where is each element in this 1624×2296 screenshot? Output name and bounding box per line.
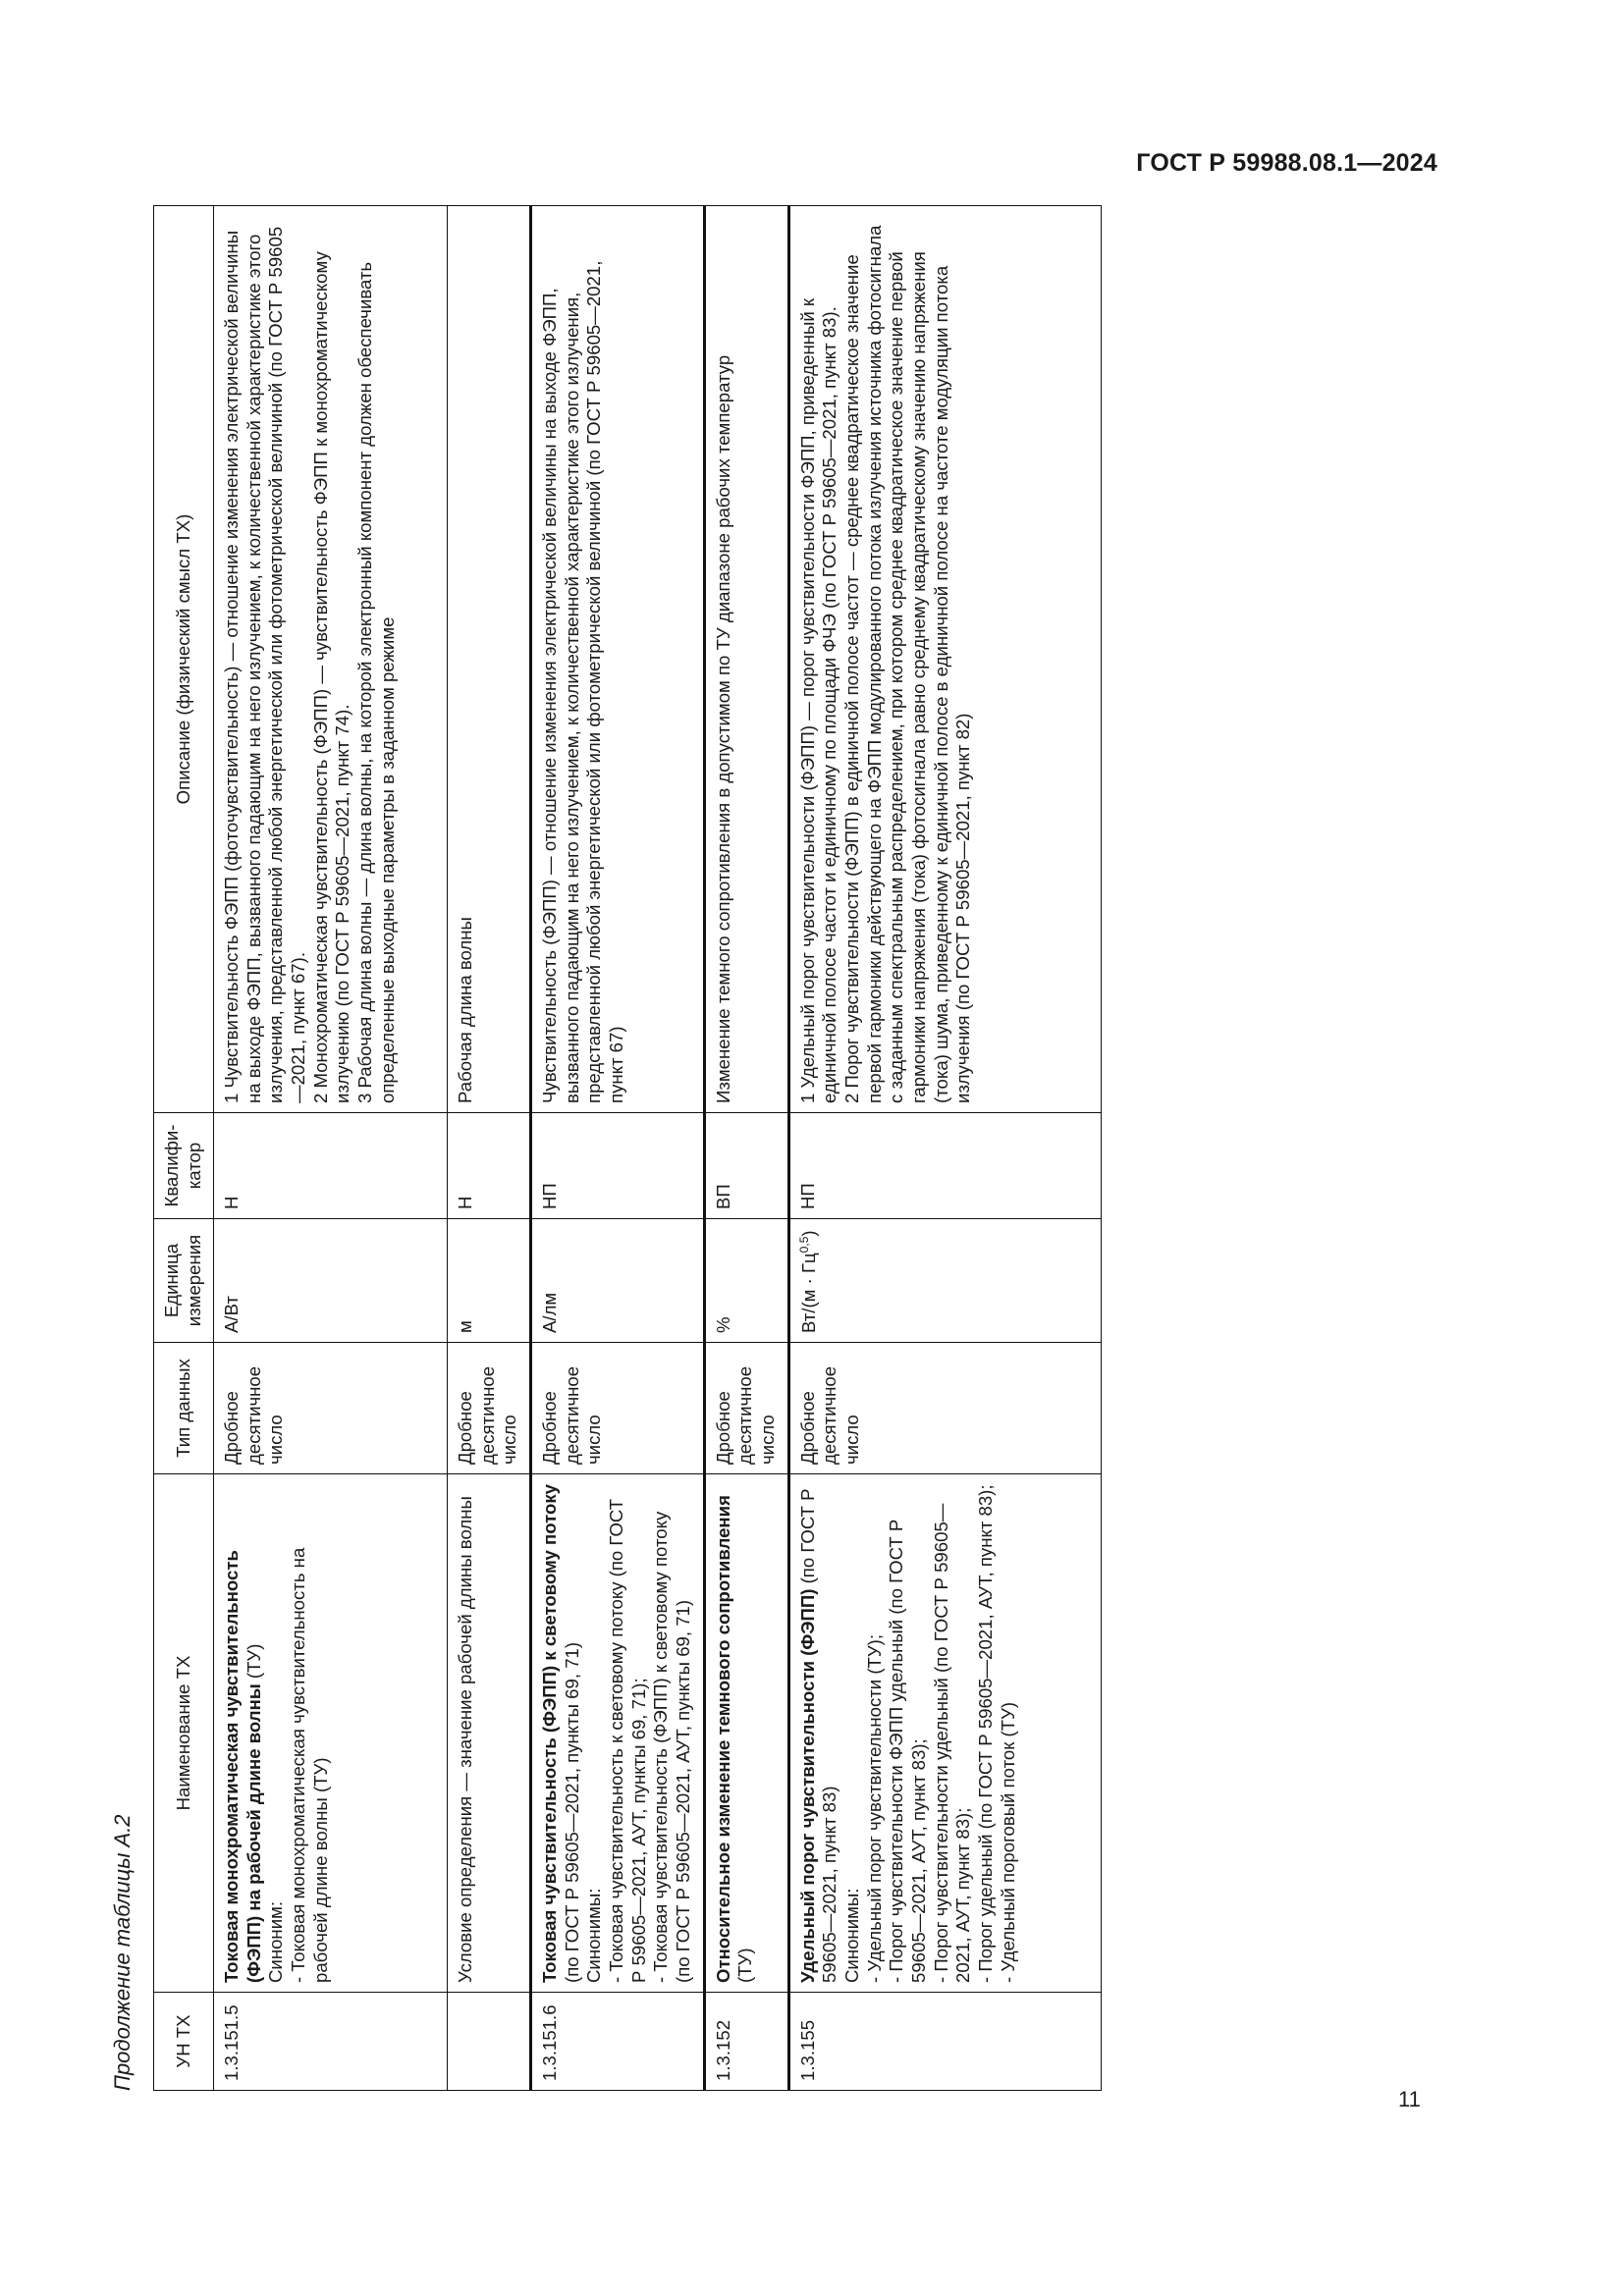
table-row <box>788 206 1101 2091</box>
name-line: Синоним: <box>265 1900 287 1983</box>
page-number: 11 <box>1398 2087 1421 2111</box>
name-line: - Порог чувствительности удельный (по ГОСТ Р 59605—2021, АУТ, пункт 83); <box>930 1503 974 1983</box>
name-line: - Удельный пороговый поток (ТУ) <box>997 1701 1018 1983</box>
rotated-table-block <box>108 206 1463 2091</box>
name-line: - Токовая чувствительность (ФЭПП) к световому потоку (по ГОСТ Р 59605—2021, АУТ, пункты 69, 71) <box>650 1511 694 1983</box>
cell-data-type: Дробное десятичное число <box>788 1343 1101 1474</box>
cell-qualifier: НП <box>531 1113 705 1219</box>
cell-qualifier: НП <box>788 1113 1101 1219</box>
name-line: Синонимы: <box>841 1888 863 1983</box>
cell-unit: м <box>448 1219 531 1343</box>
cell-id <box>448 1993 531 2091</box>
cell-id: 1.3.151.6 <box>531 1993 705 2091</box>
cell-unit: А/Вт <box>214 1219 448 1343</box>
cell-unit: А/лм <box>531 1219 705 1343</box>
name-bold: Токовая чувствительность (ФЭПП) к световому потоку <box>539 1484 561 1983</box>
name-rest: (по ГОСТ Р 59605—2021, пункт 83) <box>796 1488 840 1983</box>
cell-description <box>448 206 531 1113</box>
desc-line: 2 Монохроматическая чувствительность (ФЭПП) — чувствительность ФЭПП к монохроматическому излучению (по ГОСТ Р 59605—2021, пункт 74). <box>309 251 353 1103</box>
cell-id: 1.3.152 <box>704 1993 788 2091</box>
name-line: - Порог удельный (по ГОСТ Р 59605—2021, АУТ, пункт 83); <box>975 1484 997 1983</box>
cell-data-type: Дробное десятичное число <box>704 1343 788 1474</box>
name-rest: (ТУ) <box>734 1948 756 1983</box>
table-row <box>704 206 788 2091</box>
cell-description <box>704 206 788 1113</box>
spec-table <box>153 205 1102 2091</box>
cell-unit <box>788 1219 1101 1343</box>
unit-base: Вт/(м · Гц <box>797 1253 819 1333</box>
unit-tail: ) <box>797 1230 819 1237</box>
desc-line: Изменение темного сопротивления в допустимом по ТУ диапазоне рабочих температур <box>712 354 733 1103</box>
table-row <box>214 206 448 2091</box>
name-bold: Удельный порог чувствительности (ФЭПП) <box>796 1588 818 1983</box>
cell-id: 1.3.155 <box>788 1993 1101 2091</box>
page-header: ГОСТ Р 59988.08.1—2024 <box>1136 149 1437 177</box>
cell-unit: % <box>704 1219 788 1343</box>
cell-name <box>788 1474 1101 1993</box>
desc-line: 1 Удельный порог чувствительности (ФЭПП) — порог чувствительности ФЭПП, приведенный к единичной полосе частот и единичному по площади ФЧЭ (по ГОСТ Р 59605—2021, пункт 83). <box>796 297 840 1103</box>
col-header-name: Наименование ТХ <box>154 1474 214 1993</box>
table-row <box>531 206 705 2091</box>
cell-description <box>214 206 448 1113</box>
name-line: - Токовая монохроматическая чувствительность на рабочей длине волны (ТУ) <box>288 1547 331 1983</box>
table-caption: Продолжение таблицы А.2 <box>110 1814 135 2091</box>
name-line: Синонимы: <box>583 1888 605 1983</box>
cell-description <box>531 206 705 1113</box>
cell-id: 1.3.151.5 <box>214 1993 448 2091</box>
name-line: - Удельный порог чувствительности (ТУ); <box>863 1633 885 1983</box>
cell-qualifier: Н <box>214 1113 448 1219</box>
name-rest: (по ГОСТ Р 59605—2021, пункты 69, 71) <box>561 1641 582 1983</box>
table-header-row <box>154 206 214 2091</box>
cell-qualifier: ВП <box>704 1113 788 1219</box>
name-bold: Относительное изменение темнового сопротивления <box>712 1495 733 1983</box>
col-header-data-type: Тип данных <box>154 1343 214 1474</box>
cell-name <box>531 1474 705 1993</box>
cell-name <box>704 1474 788 1993</box>
table-row <box>448 206 531 2091</box>
name-rest: Условие определения — значение рабочей длины волны <box>455 1496 475 1983</box>
desc-line: 3 Рабочая длина волны — длина волны, на которой электронный компонент должен обеспечивать определенные выходные параметры в заданном режиме <box>354 261 398 1103</box>
name-line: - Порог чувствительности ФЭПП удельный (по ГОСТ Р 59605—2021, АУТ, пункт 83); <box>886 1519 930 1983</box>
desc-line: 1 Чувствительность ФЭПП (фоточувствительность) — отношение изменения электрической величины на выходе ФЭПП, вызванного падающим на него излучением, к количественной характеристике этого излучения, представленной любой энергетической или фотометрической величиной (по ГОСТ Р 59605—2021, пункт 67). <box>221 226 309 1103</box>
unit-superscript: 0,5 <box>796 1236 811 1254</box>
desc-line: Рабочая длина волны <box>455 917 475 1103</box>
cell-name <box>448 1474 531 1993</box>
col-header-qualifier: Квалифи-катор <box>154 1113 214 1219</box>
name-bold: Токовая монохроматическая чувствительность (ФЭПП) на рабочей длине волны <box>221 1550 264 1983</box>
cell-name <box>214 1474 448 1993</box>
cell-data-type: Дробное десятичное число <box>531 1343 705 1474</box>
cell-data-type: Дробное десятичное число <box>214 1343 448 1474</box>
name-line: - Токовая чувствительность к световому потоку (по ГОСТ Р 59605—2021, АУТ, пункты 69, 71); <box>606 1498 649 1983</box>
col-header-description: Описание (физический смысл ТХ) <box>154 206 214 1113</box>
name-rest: (ТУ) <box>243 1643 264 1684</box>
desc-line: Чувствительность (ФЭПП) — отношение изменения электрической величины на выходе ФЭПП, вызванного падающим на него излучением, к количественной характеристике этого излучения, представленной любой энергетической или фотометрической величиной (по ГОСТ Р 59605—2021, пункт 67) <box>539 260 627 1103</box>
col-header-id: УН ТХ <box>154 1993 214 2091</box>
cell-qualifier: Н <box>448 1113 531 1219</box>
col-header-unit: Единица измерения <box>154 1219 214 1343</box>
cell-description <box>788 206 1101 1113</box>
cell-data-type: Дробное десятичное число <box>448 1343 531 1474</box>
desc-line: 2 Порог чувствительности (ФЭПП) в единичной полосе частот — среднее квадратическое значение первой гармоники действующего на ФЭПП модулированного потока излучения источника фотосигнала с заданным спектральным распределением, при котором среднее квадратическое значение первой гармоники напряжения (тока) фотосигнала равно среднему квадратическому значению напряжения (тока) шума, приведенному к единичной полосе в единичной полосе на частоте модуляции потока излучения (по ГОСТ Р 59605—2021, пункт 82) <box>841 225 974 1103</box>
